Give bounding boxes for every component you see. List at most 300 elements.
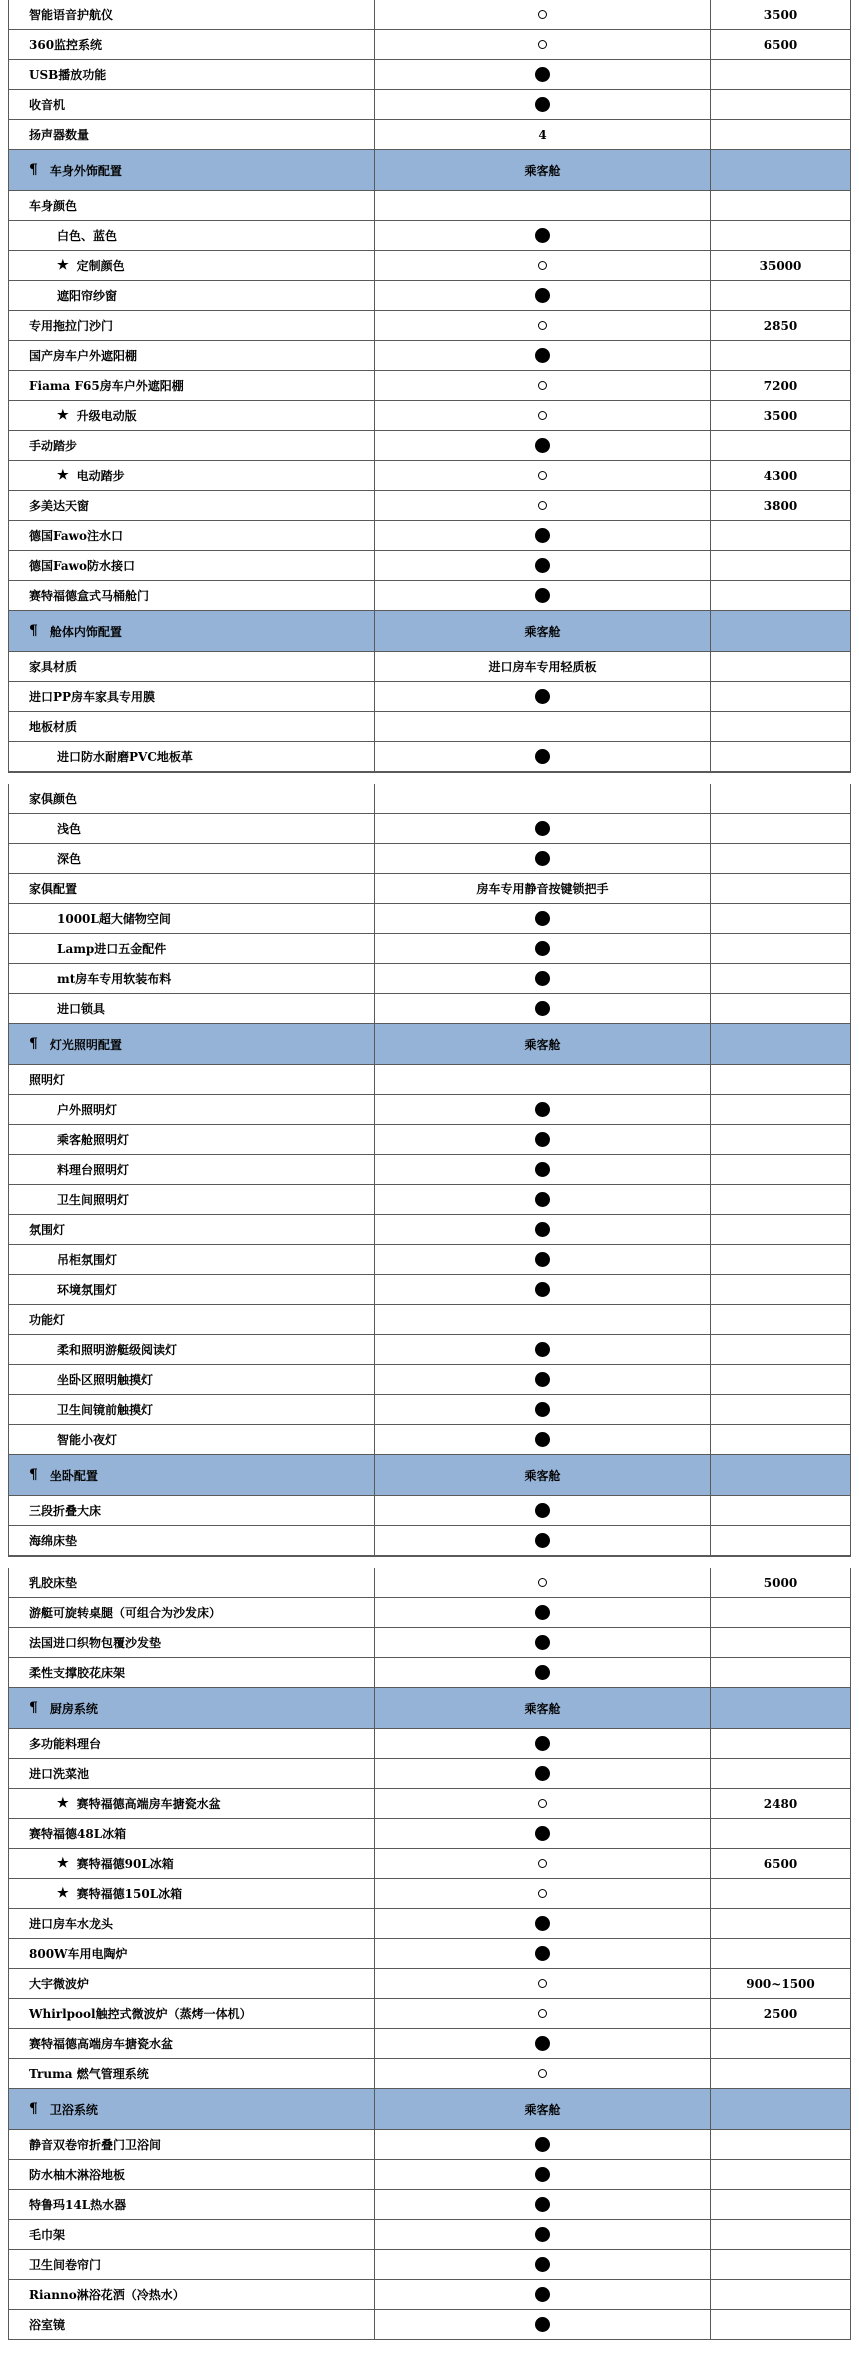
standard-dot-icon bbox=[535, 1342, 550, 1357]
item-cell bbox=[8, 491, 374, 520]
cabin-cell bbox=[374, 2130, 710, 2159]
item-cell bbox=[8, 844, 374, 873]
price-cell bbox=[710, 652, 851, 681]
table-row bbox=[8, 1185, 851, 1215]
cabin-cell bbox=[374, 1395, 710, 1424]
optional-circle-icon bbox=[538, 1979, 547, 1988]
table-row bbox=[8, 1909, 851, 1939]
star-icon: ★ bbox=[57, 258, 69, 273]
item-cell bbox=[8, 1526, 374, 1555]
cabin-cell bbox=[374, 521, 710, 550]
price-cell bbox=[710, 2059, 851, 2088]
section-title: 车身外饰配置 bbox=[49, 163, 122, 178]
table-row bbox=[8, 1759, 851, 1789]
price-cell bbox=[710, 551, 851, 580]
item-cell bbox=[8, 742, 374, 771]
table-row bbox=[8, 1125, 851, 1155]
standard-dot-icon bbox=[535, 1102, 550, 1117]
table-row bbox=[8, 652, 851, 682]
item-label: 专用拖拉门沙门 bbox=[29, 319, 114, 333]
item-label: 功能灯 bbox=[29, 1313, 66, 1327]
cabin-cell bbox=[374, 30, 710, 59]
table-row bbox=[8, 1729, 851, 1759]
item-label: 升级电动版 bbox=[76, 409, 137, 423]
item-label: 柔性支撑胶花床架 bbox=[29, 1666, 126, 1680]
item-label: 收音机 bbox=[29, 98, 66, 112]
item-label: 车身颜色 bbox=[29, 199, 78, 213]
table-row bbox=[8, 1365, 851, 1395]
cabin-cell bbox=[374, 874, 710, 903]
cabin-cell bbox=[374, 1688, 710, 1728]
item-cell bbox=[8, 1095, 374, 1124]
item-cell bbox=[8, 1455, 374, 1495]
cabin-cell bbox=[374, 120, 710, 149]
cabin-cell bbox=[374, 1729, 710, 1758]
cabin-cell bbox=[374, 1658, 710, 1687]
item-label: Rianno淋浴花洒（冷热水） bbox=[29, 2288, 185, 2302]
optional-circle-icon bbox=[538, 10, 547, 19]
standard-dot-icon bbox=[535, 1605, 550, 1620]
standard-dot-icon bbox=[535, 2287, 550, 2302]
price-cell bbox=[710, 1969, 851, 1998]
price-cell bbox=[710, 341, 851, 370]
cabin-cell bbox=[374, 784, 710, 813]
standard-dot-icon bbox=[535, 67, 550, 82]
section-mark-icon: ¶ bbox=[29, 162, 38, 178]
item-label: Fiama F65房车户外遮阳棚 bbox=[29, 379, 184, 393]
cabin-cell bbox=[374, 2310, 710, 2339]
standard-dot-icon bbox=[535, 1916, 550, 1931]
standard-dot-icon bbox=[535, 2317, 550, 2332]
item-label: 多美达天窗 bbox=[29, 499, 90, 513]
price-cell bbox=[710, 682, 851, 711]
item-cell bbox=[8, 1305, 374, 1334]
item-cell bbox=[8, 281, 374, 310]
table-row bbox=[8, 2220, 851, 2250]
item-label: 360监控系统 bbox=[29, 38, 103, 52]
table-row bbox=[8, 0, 851, 30]
optional-circle-icon bbox=[538, 2069, 547, 2078]
price-cell bbox=[710, 1065, 851, 1094]
item-label: 家俱颜色 bbox=[29, 792, 78, 806]
optional-circle-icon bbox=[538, 1889, 547, 1898]
item-cell bbox=[8, 191, 374, 220]
item-cell bbox=[8, 964, 374, 993]
table-row bbox=[8, 401, 851, 431]
optional-circle-icon bbox=[538, 1578, 547, 1587]
table-row bbox=[8, 1819, 851, 1849]
item-label: 浅色 bbox=[57, 822, 82, 836]
cabin-cell bbox=[374, 491, 710, 520]
price-cell bbox=[710, 2089, 851, 2129]
standard-dot-icon bbox=[535, 2137, 550, 2152]
standard-dot-icon bbox=[535, 1826, 550, 1841]
cabin-cell bbox=[374, 371, 710, 400]
cabin-value: 进口房车专用轻质板 bbox=[488, 660, 597, 674]
star-icon: ★ bbox=[57, 1886, 69, 1901]
cabin-cell bbox=[374, 281, 710, 310]
item-label: 定制颜色 bbox=[76, 259, 125, 273]
item-cell bbox=[8, 461, 374, 490]
item-cell bbox=[8, 311, 374, 340]
item-label: 海绵床垫 bbox=[29, 1534, 78, 1548]
table-row bbox=[8, 1789, 851, 1819]
item-label: 卫生间卷帘门 bbox=[29, 2258, 102, 2272]
standard-dot-icon bbox=[535, 228, 550, 243]
item-label: mt房车专用软装布料 bbox=[57, 972, 172, 986]
item-label: 国产房车户外遮阳棚 bbox=[29, 349, 138, 363]
table-row bbox=[8, 712, 851, 742]
item-cell bbox=[8, 652, 374, 681]
cabin-cell bbox=[374, 1879, 710, 1908]
price-cell bbox=[710, 1305, 851, 1334]
table-row bbox=[8, 2190, 851, 2220]
table-row bbox=[8, 60, 851, 90]
cabin-cell bbox=[374, 0, 710, 29]
table-row bbox=[8, 1879, 851, 1909]
standard-dot-icon bbox=[535, 1665, 550, 1680]
standard-dot-icon bbox=[535, 2227, 550, 2242]
item-label: 氛围灯 bbox=[29, 1223, 66, 1237]
item-cell bbox=[8, 784, 374, 813]
table-row bbox=[8, 2310, 851, 2340]
price-cell bbox=[710, 712, 851, 741]
cabin-cell bbox=[374, 742, 710, 771]
standard-dot-icon bbox=[535, 1635, 550, 1650]
price-cell bbox=[710, 1496, 851, 1525]
table-row bbox=[8, 874, 851, 904]
item-label: 浴室镜 bbox=[29, 2318, 66, 2332]
item-label: 法国进口织物包覆沙发垫 bbox=[29, 1636, 162, 1650]
cabin-cell bbox=[374, 904, 710, 933]
cabin-cell bbox=[374, 1759, 710, 1788]
table-row bbox=[8, 2059, 851, 2089]
item-label: 1000L超大储物空间 bbox=[57, 912, 171, 926]
price-cell bbox=[710, 1939, 851, 1968]
item-cell bbox=[8, 1395, 374, 1424]
price-cell bbox=[710, 60, 851, 89]
standard-dot-icon bbox=[535, 1001, 550, 1016]
table-row bbox=[8, 1395, 851, 1425]
table-row bbox=[8, 1526, 851, 1556]
cabin-cell bbox=[374, 1999, 710, 2028]
item-cell bbox=[8, 1909, 374, 1938]
table-row bbox=[8, 1155, 851, 1185]
section-column-label: 乘客舱 bbox=[524, 1701, 561, 1716]
cabin-cell bbox=[374, 1305, 710, 1334]
table-row bbox=[8, 521, 851, 551]
section-title: 坐卧配置 bbox=[49, 1468, 98, 1483]
item-cell bbox=[8, 1939, 374, 1968]
price-cell bbox=[710, 401, 851, 430]
table-row bbox=[8, 491, 851, 521]
item-label: 照明灯 bbox=[29, 1073, 66, 1087]
price-cell bbox=[710, 1628, 851, 1657]
cabin-cell bbox=[374, 2190, 710, 2219]
table-row bbox=[8, 251, 851, 281]
table-row bbox=[8, 2250, 851, 2280]
cabin-cell bbox=[374, 1335, 710, 1364]
standard-dot-icon bbox=[535, 1372, 550, 1387]
optional-circle-icon bbox=[538, 411, 547, 420]
cabin-cell bbox=[374, 1425, 710, 1454]
table-row bbox=[8, 934, 851, 964]
optional-circle-icon bbox=[538, 381, 547, 390]
item-cell bbox=[8, 904, 374, 933]
item-cell bbox=[8, 1365, 374, 1394]
item-cell bbox=[8, 1245, 374, 1274]
table-row bbox=[8, 311, 851, 341]
price-cell bbox=[710, 251, 851, 280]
price-cell bbox=[710, 90, 851, 119]
item-cell bbox=[8, 0, 374, 29]
section-header-row bbox=[8, 1024, 851, 1065]
table-row bbox=[8, 1496, 851, 1526]
cabin-cell bbox=[374, 1245, 710, 1274]
item-cell bbox=[8, 2190, 374, 2219]
standard-dot-icon bbox=[535, 821, 550, 836]
cabin-cell bbox=[374, 652, 710, 681]
item-label: 进口房车水龙头 bbox=[29, 1917, 114, 1931]
price-cell bbox=[710, 1658, 851, 1687]
price-cell bbox=[710, 1789, 851, 1818]
item-cell bbox=[8, 2089, 374, 2129]
price-cell bbox=[710, 2130, 851, 2159]
cabin-cell bbox=[374, 1939, 710, 1968]
section-header-row bbox=[8, 2089, 851, 2130]
cabin-cell bbox=[374, 401, 710, 430]
section-header-row bbox=[8, 1688, 851, 1729]
item-cell bbox=[8, 1999, 374, 2028]
cabin-cell bbox=[374, 431, 710, 460]
cabin-cell bbox=[374, 551, 710, 580]
cabin-cell bbox=[374, 90, 710, 119]
standard-dot-icon bbox=[535, 2167, 550, 2182]
price-cell bbox=[710, 994, 851, 1023]
price-value: 2480 bbox=[763, 1796, 798, 1811]
cabin-cell bbox=[374, 1365, 710, 1394]
price-cell bbox=[710, 1155, 851, 1184]
item-cell bbox=[8, 2250, 374, 2279]
standard-dot-icon bbox=[535, 558, 550, 573]
item-label: 乘客舱照明灯 bbox=[57, 1133, 130, 1147]
price-cell bbox=[710, 874, 851, 903]
price-cell bbox=[710, 461, 851, 490]
price-cell bbox=[710, 2280, 851, 2309]
standard-dot-icon bbox=[535, 1432, 550, 1447]
price-cell bbox=[710, 30, 851, 59]
item-label: 赛特福德盒式马桶舱门 bbox=[29, 589, 150, 603]
table-row bbox=[8, 742, 851, 772]
table-row bbox=[8, 90, 851, 120]
cabin-cell bbox=[374, 1969, 710, 1998]
section-column-label: 乘客舱 bbox=[524, 1468, 561, 1483]
item-cell bbox=[8, 1185, 374, 1214]
table-row bbox=[8, 341, 851, 371]
cabin-cell bbox=[374, 1455, 710, 1495]
table-row bbox=[8, 964, 851, 994]
standard-dot-icon bbox=[535, 348, 550, 363]
price-value: 3500 bbox=[763, 408, 798, 423]
item-cell bbox=[8, 2310, 374, 2339]
cabin-cell bbox=[374, 2160, 710, 2189]
standard-dot-icon bbox=[535, 941, 550, 956]
section-mark-icon: ¶ bbox=[29, 1467, 38, 1483]
price-value: 2850 bbox=[763, 318, 798, 333]
price-cell bbox=[710, 1125, 851, 1154]
price-cell bbox=[710, 311, 851, 340]
standard-dot-icon bbox=[535, 1282, 550, 1297]
price-cell bbox=[710, 1215, 851, 1244]
cabin-cell bbox=[374, 1598, 710, 1627]
item-cell bbox=[8, 1729, 374, 1758]
section-mark-icon: ¶ bbox=[29, 2101, 38, 2117]
section-title: 厨房系统 bbox=[49, 1701, 98, 1716]
standard-dot-icon bbox=[535, 438, 550, 453]
standard-dot-icon bbox=[535, 971, 550, 986]
item-label: 多功能料理台 bbox=[29, 1737, 102, 1751]
item-label: 家俱配置 bbox=[29, 882, 78, 896]
standard-dot-icon bbox=[535, 851, 550, 866]
item-label: 乳胶床垫 bbox=[29, 1576, 78, 1590]
section-column-label: 乘客舱 bbox=[524, 163, 561, 178]
cabin-cell bbox=[374, 1526, 710, 1555]
item-cell bbox=[8, 1688, 374, 1728]
standard-dot-icon bbox=[535, 2257, 550, 2272]
item-label: 静音双卷帘折叠门卫浴间 bbox=[29, 2138, 162, 2152]
item-label: 毛巾架 bbox=[29, 2228, 66, 2242]
item-cell bbox=[8, 371, 374, 400]
standard-dot-icon bbox=[535, 911, 550, 926]
table-row bbox=[8, 1275, 851, 1305]
item-label: 吊柜氛围灯 bbox=[57, 1253, 118, 1267]
item-label: 进口防水耐磨PVC地板革 bbox=[57, 750, 193, 764]
item-cell bbox=[8, 1789, 374, 1818]
price-cell bbox=[710, 1999, 851, 2028]
section-header-row bbox=[8, 1455, 851, 1496]
price-cell bbox=[710, 2029, 851, 2058]
cabin-cell bbox=[374, 1125, 710, 1154]
cabin-cell bbox=[374, 2220, 710, 2249]
cabin-cell bbox=[374, 814, 710, 843]
item-cell bbox=[8, 2130, 374, 2159]
table-gap bbox=[8, 772, 851, 784]
price-value: 4300 bbox=[763, 468, 798, 483]
price-cell bbox=[710, 150, 851, 190]
item-cell bbox=[8, 1275, 374, 1304]
table-row bbox=[8, 2029, 851, 2059]
standard-dot-icon bbox=[535, 97, 550, 112]
price-cell bbox=[710, 1395, 851, 1424]
price-value: 900~1500 bbox=[746, 1976, 815, 1991]
item-cell bbox=[8, 60, 374, 89]
cabin-cell bbox=[374, 1496, 710, 1525]
table-row bbox=[8, 1969, 851, 1999]
price-cell bbox=[710, 904, 851, 933]
star-icon: ★ bbox=[57, 468, 69, 483]
price-cell bbox=[710, 611, 851, 651]
price-cell bbox=[710, 1729, 851, 1758]
standard-dot-icon bbox=[535, 1766, 550, 1781]
item-label: 柔和照明游艇级阅读灯 bbox=[57, 1343, 178, 1357]
standard-dot-icon bbox=[535, 1503, 550, 1518]
section-title: 灯光照明配置 bbox=[49, 1037, 122, 1052]
standard-dot-icon bbox=[535, 689, 550, 704]
cabin-cell bbox=[374, 712, 710, 741]
optional-circle-icon bbox=[538, 40, 547, 49]
table-row bbox=[8, 2160, 851, 2190]
table-row bbox=[8, 682, 851, 712]
price-cell bbox=[710, 1568, 851, 1597]
item-cell bbox=[8, 1125, 374, 1154]
item-cell bbox=[8, 251, 374, 280]
item-label: 德国Fawo注水口 bbox=[29, 529, 123, 543]
price-cell bbox=[710, 521, 851, 550]
table-row bbox=[8, 431, 851, 461]
cabin-cell bbox=[374, 1095, 710, 1124]
item-cell bbox=[8, 150, 374, 190]
table-row bbox=[8, 30, 851, 60]
standard-dot-icon bbox=[535, 2197, 550, 2212]
item-label: 遮阳帘纱窗 bbox=[57, 289, 118, 303]
table-row bbox=[8, 1425, 851, 1455]
item-label: 卫生间镜前触摸灯 bbox=[57, 1403, 154, 1417]
table-row bbox=[8, 844, 851, 874]
item-label: 赛特福德150L冰箱 bbox=[76, 1887, 183, 1901]
cabin-cell bbox=[374, 1215, 710, 1244]
price-cell bbox=[710, 1185, 851, 1214]
price-cell bbox=[710, 1245, 851, 1274]
item-label: Lamp进口五金配件 bbox=[57, 942, 167, 956]
cabin-cell bbox=[374, 1819, 710, 1848]
item-cell bbox=[8, 1335, 374, 1364]
item-cell bbox=[8, 1879, 374, 1908]
cabin-cell bbox=[374, 1909, 710, 1938]
table-row bbox=[8, 1628, 851, 1658]
cabin-cell bbox=[374, 844, 710, 873]
standard-dot-icon bbox=[535, 1192, 550, 1207]
price-cell bbox=[710, 1095, 851, 1124]
item-label: 电动踏步 bbox=[76, 469, 125, 483]
standard-dot-icon bbox=[535, 528, 550, 543]
cabin-cell bbox=[374, 2089, 710, 2129]
optional-circle-icon bbox=[538, 1799, 547, 1808]
table-row bbox=[8, 904, 851, 934]
item-cell bbox=[8, 1759, 374, 1788]
section-title: 卫浴系统 bbox=[49, 2102, 98, 2117]
price-value: 3800 bbox=[763, 498, 798, 513]
standard-dot-icon bbox=[535, 1946, 550, 1961]
section-column-label: 乘客舱 bbox=[524, 624, 561, 639]
cabin-cell bbox=[374, 341, 710, 370]
cabin-cell bbox=[374, 1155, 710, 1184]
section-mark-icon: ¶ bbox=[29, 1700, 38, 1716]
item-label: 进口洗菜池 bbox=[29, 1767, 90, 1781]
table-row bbox=[8, 784, 851, 814]
item-cell bbox=[8, 1969, 374, 1998]
cabin-value: 4 bbox=[538, 127, 547, 142]
item-cell bbox=[8, 90, 374, 119]
item-label: 家具材质 bbox=[29, 660, 78, 674]
item-label: 手动踏步 bbox=[29, 439, 78, 453]
item-cell bbox=[8, 401, 374, 430]
standard-dot-icon bbox=[535, 749, 550, 764]
section-mark-icon: ¶ bbox=[29, 1036, 38, 1052]
cabin-cell bbox=[374, 611, 710, 651]
table-row bbox=[8, 371, 851, 401]
price-cell bbox=[710, 1819, 851, 1848]
cabin-value: 房车专用静音按键锁把手 bbox=[476, 882, 609, 896]
